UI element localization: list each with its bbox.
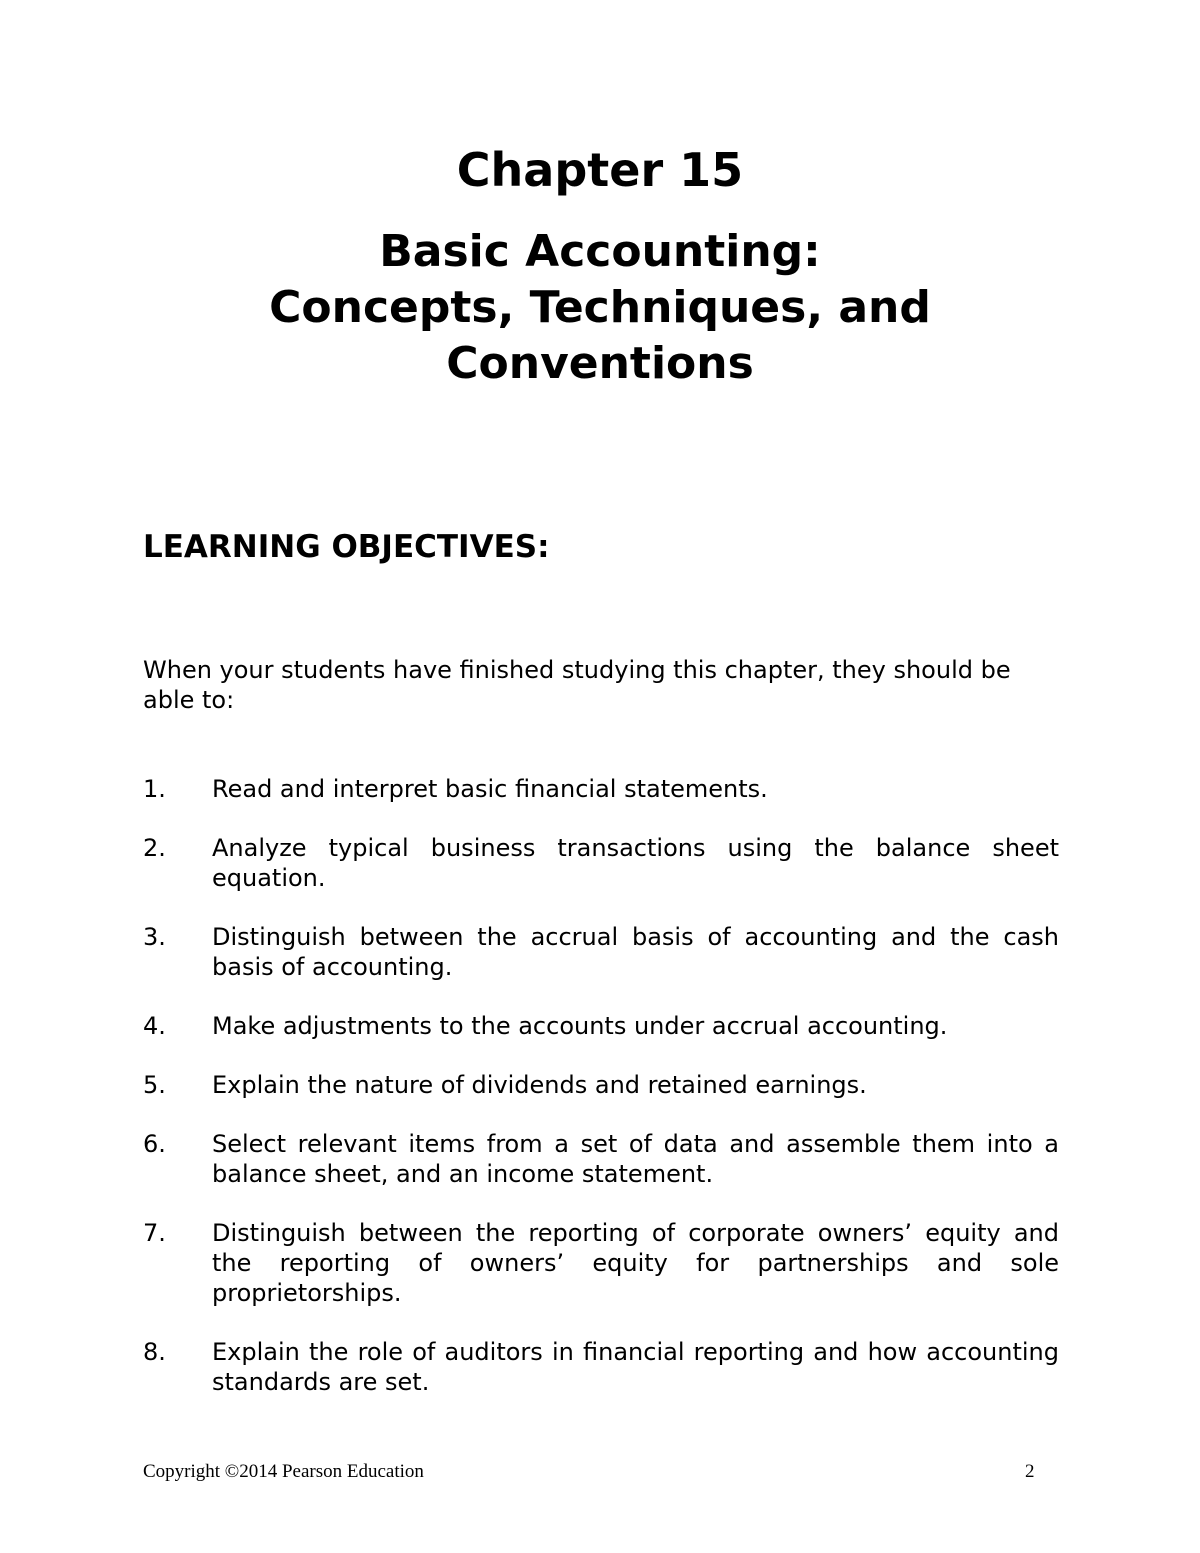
item-number: 4. <box>143 1012 166 1040</box>
list-item <box>143 1129 1059 1189</box>
item-text: Distinguish between the reporting of corporate owners’ equity and the reporting of owners’ equity for partnerships and sole proprietorships. <box>212 1219 1059 1307</box>
list-item <box>143 833 1059 893</box>
item-number: 8. <box>143 1338 166 1366</box>
item-number: 7. <box>143 1219 166 1247</box>
list-item <box>143 922 1059 982</box>
objectives-intro: When your students have finished studying this chapter, they should be able to: <box>143 656 1011 714</box>
list-item <box>143 1337 1059 1397</box>
objectives-list <box>143 774 1059 1426</box>
item-text: Analyze typical business transactions using the balance sheet equation. <box>212 834 1059 892</box>
list-item <box>143 1070 1059 1100</box>
item-number: 6. <box>143 1130 166 1158</box>
item-number: 1. <box>143 775 166 803</box>
chapter-subtitle <box>0 224 1200 392</box>
item-text: Explain the nature of dividends and retained earnings. <box>212 1071 867 1099</box>
subtitle-line-1: Basic Accounting: <box>379 226 821 277</box>
item-number: 2. <box>143 834 166 862</box>
item-number: 3. <box>143 923 166 951</box>
copyright-notice: Copyright ©2014 Pearson Education <box>143 1461 424 1482</box>
list-item <box>143 774 1059 804</box>
item-text: Distinguish between the accrual basis of accounting and the cash basis of accounting. <box>212 923 1059 981</box>
list-item <box>143 1011 1059 1041</box>
list-item <box>143 1218 1059 1308</box>
page-number: 2 <box>1025 1461 1035 1482</box>
item-text: Make adjustments to the accounts under accrual accounting. <box>212 1012 948 1040</box>
item-number: 5. <box>143 1071 166 1099</box>
item-text: Explain the role of auditors in financial reporting and how accounting standards are set. <box>212 1338 1059 1396</box>
item-text: Read and interpret basic financial statements. <box>212 775 768 803</box>
subtitle-line-2: Concepts, Techniques, and <box>269 282 931 333</box>
subtitle-line-3: Conventions <box>446 338 754 389</box>
item-text: Select relevant items from a set of data and assemble them into a balance sheet, and an income statement. <box>212 1130 1059 1188</box>
chapter-title: Chapter 15 <box>456 143 744 197</box>
learning-objectives-heading: LEARNING OBJECTIVES: <box>143 529 550 565</box>
